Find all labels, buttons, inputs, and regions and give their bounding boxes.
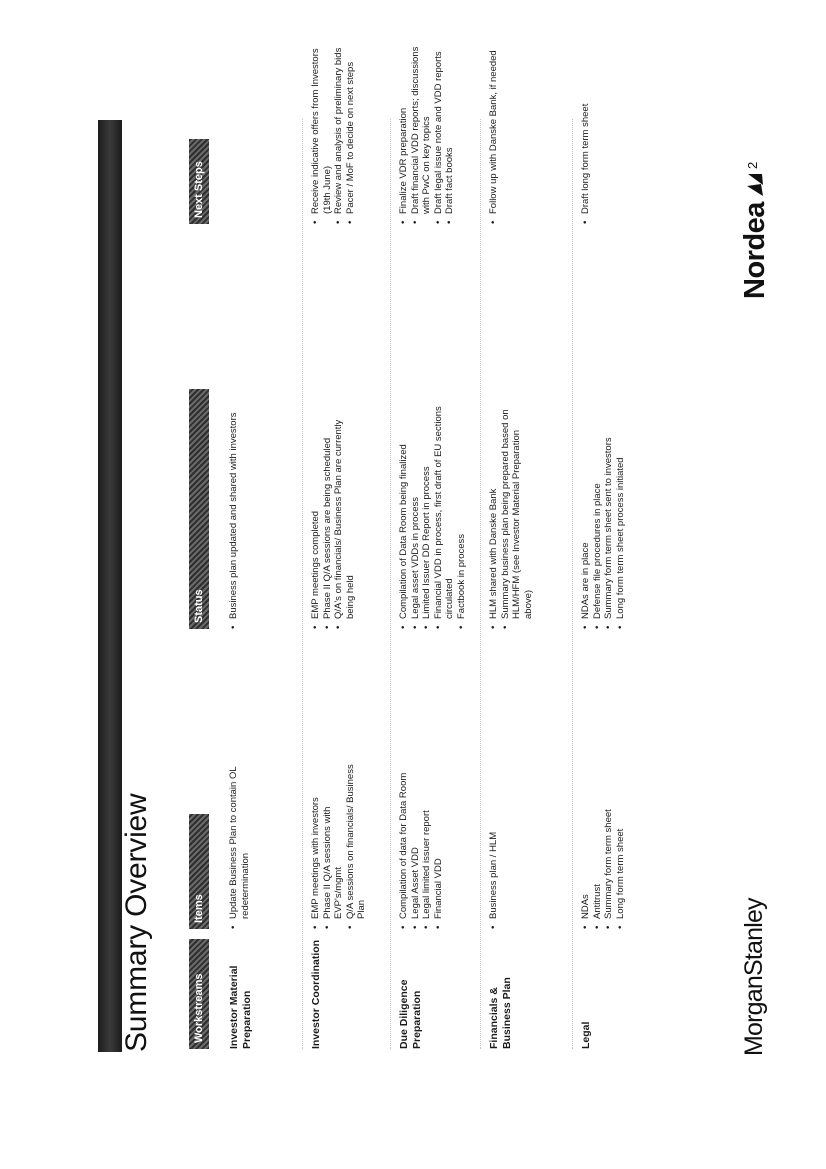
items-list — [580, 759, 626, 929]
header-workstreams: Workstreams — [189, 939, 209, 1049]
list-item: • Draft fact books — [444, 34, 456, 224]
top-bar — [98, 120, 122, 1052]
list-item: • Legal asset VDDs in process — [410, 399, 422, 629]
workstream-label: Legal — [580, 1021, 592, 1049]
list-item: • Update Business Plan to contain OL redetermination — [228, 759, 251, 929]
nordea-logo — [740, 172, 770, 299]
workstream-label: Financials & Business Plan — [488, 977, 513, 1049]
list-item: • Summary form term sheet — [603, 759, 615, 929]
status-list — [580, 399, 626, 629]
header-status: Status — [189, 389, 209, 629]
list-item: • EMP meetings completed — [310, 399, 322, 629]
row-divider — [572, 119, 573, 1049]
row-divider — [390, 119, 391, 1049]
list-item: • Follow up with Danske Bank, if needed — [488, 34, 500, 224]
list-item: • Long form term sheet process initiated — [615, 399, 627, 629]
items-list — [310, 759, 368, 929]
list-item: • Financial VDD in process, first draft of EU sections circulated — [433, 399, 456, 629]
items-list — [398, 759, 444, 929]
next-steps-list — [488, 34, 500, 224]
workstream-label: Investor Coordination — [310, 939, 322, 1049]
list-item: • Summary business plan being prepared based on HLM/HFM (see Investor Material Preparation above) — [500, 399, 535, 629]
list-item: • Compilation of data for Data Room — [398, 759, 410, 929]
header-items: Items — [189, 814, 209, 929]
morgan-stanley-logo: MorganStanley — [740, 898, 768, 1056]
list-item: • Draft financial VDD reports; discussions with PwC on key topics — [410, 34, 433, 224]
list-item: • Compilation of Data Room being finalized — [398, 399, 410, 629]
list-item: • Business plan updated and shared with investors — [228, 399, 240, 629]
list-item: • Review and analysis of preliminary bids — [333, 34, 345, 224]
list-item: • NDAs — [580, 759, 592, 929]
status-list — [310, 399, 356, 629]
page-title: Summary Overview — [120, 793, 153, 1052]
workstream-label: Investor Material Preparation — [228, 965, 253, 1049]
list-item: • Q/A's on financials/ Business Plan are currently being held — [333, 399, 356, 629]
status-list — [488, 399, 534, 629]
list-item: • Long form term sheet — [615, 759, 627, 929]
list-item: • Summary form term sheet sent to investors — [603, 399, 615, 629]
items-list — [228, 759, 251, 929]
items-list — [488, 759, 500, 929]
list-item: • Phase II Q/A sessions with EVP's/mgmt — [322, 759, 345, 929]
list-item: • Limited Issuer DD Report in process — [421, 399, 433, 629]
list-item: • Antitrust — [592, 759, 604, 929]
list-item: • Finalize VDR preparation — [398, 34, 410, 224]
next-steps-list — [580, 34, 592, 224]
status-list — [398, 399, 467, 629]
list-item: • EMP meetings with investors — [310, 759, 322, 929]
list-item: • Factbook in process — [456, 399, 468, 629]
list-item: • Phase II Q/A sessions are being scheduled — [322, 399, 334, 629]
status-list — [228, 399, 240, 629]
header-next-steps: Next Steps — [189, 139, 209, 224]
list-item: • Q/A sessions on financials/ Business Plan — [345, 759, 368, 929]
page-number: 2 — [745, 161, 760, 169]
list-item: • NDAs are in place — [580, 399, 592, 629]
list-item: • Business plan / HLM — [488, 759, 500, 929]
next-steps-list — [310, 34, 356, 224]
list-item: • HLM shared with Danske Bank — [488, 399, 500, 629]
list-item: • Draft long form term sheet — [580, 34, 592, 224]
row-divider — [302, 119, 303, 1049]
row-divider — [480, 119, 481, 1049]
list-item: • Financial VDD — [433, 759, 445, 929]
next-steps-list — [398, 34, 456, 224]
list-item: • Defense file procedures in place — [592, 399, 604, 629]
list-item: • Receive indicative offers from Investors (19th June) — [310, 34, 333, 224]
list-item: • Legal Asset VDD — [410, 759, 422, 929]
workstream-label: Due Diligence Preparation — [398, 979, 423, 1049]
list-item: • Legal limited issuer report — [421, 759, 433, 929]
nordea-wordmark: Nordea — [738, 202, 771, 299]
nordea-sail-icon — [745, 172, 765, 198]
list-item: • Draft legal issue note and VDD reports — [433, 34, 445, 224]
list-item: • Pacer / MoF to decide on next steps — [345, 34, 357, 224]
